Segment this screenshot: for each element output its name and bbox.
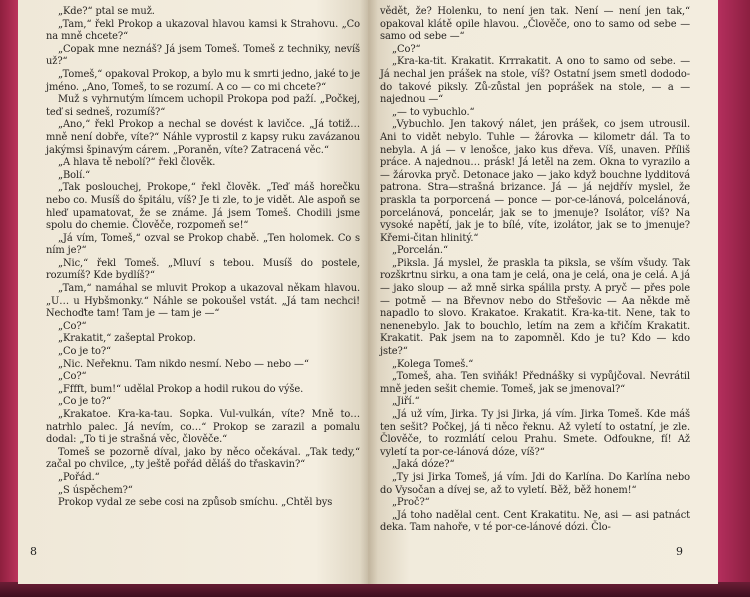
paragraph: „— to vybuchlo.“ — [392, 106, 475, 118]
paragraph: „Co?“ — [58, 371, 87, 383]
paragraph: „Tak poslouchej, Prokope,“ řekl člověk. „Teď máš horečku nebo co. Musíš do špitálu, víš? Je ti zle, to je vidět. Ale aspoň se hleď upamatovat, že se známe. Já jsem Tomeš. Chodili jsme spolu do chemie. Člověče, rozpomeň se!“ — [46, 182, 360, 232]
right-page — [368, 0, 718, 584]
paragraph: vědět, že? Holenku, to není jen tak. Není — není jen tak,“ opakoval klátě opile hlavou. „Člověče, ono to samo od sebe — samo od sebe —“ — [380, 6, 690, 43]
paragraph: „Copak mne neznáš? Já jsem Tomeš. Tomeš z techniky, nevíš už?“ — [46, 43, 360, 68]
paragraph: „Proč?“ — [392, 497, 430, 509]
paragraph: „Krakatoe. Kra-ka-tau. Sopka. Vul-vulkán, víte? Mně to… natrhlo palec. Já nevím, co…“ Prokop se zarazil a pomalu dodal: „To ti je strašná věc, člověče.“ — [46, 409, 360, 446]
book-cover-edge-right — [715, 0, 750, 597]
paragraph: „Ano,“ řekl Prokop a nechal se dovést k lavičce. „Já totiž… mně není dobře, víte?“ Náhle vyprostil z kapsy ruku zavázanou jakýmsi špinavým cárem. „Poraněn, víte? Zatracená věc.“ — [46, 119, 360, 156]
paragraph: Prokop vydal ze sebe cosi na způsob smíchu. „Chtěl bys — [58, 497, 333, 509]
paragraph: „Bolí.“ — [58, 169, 91, 181]
paragraph: „Já vím, Tomeš,“ ozval se Prokop chabě. „Ten holomek. Co s ním je?“ — [46, 232, 360, 257]
paragraph: „S úspěchem?“ — [58, 484, 133, 496]
page-number-left: 8 — [30, 545, 37, 558]
paragraph: „Piksla. Já myslel, že praskla ta piksla, se vším všudy. Tak rozškrtnu sirku, a ona tam je celá, ona je celá, ona je celá. A já — jako sloup — až mně sirka spálila prsty. A pryč — přes pole — potmě — na Břevnov nebo do Střešovic — Aa někde mě napadlo to slovo. Krakatoe. Krakatit. Kra-ka-tit. Nene, tak to nenenebylo. Jak to bouchlo, letím na zem a křičím Krakatit. Krakatit. Pak jsem na to zapomněl. Kdo je tu? Kdo — kdo jste?“ — [380, 257, 690, 358]
page-number-right: 9 — [676, 545, 683, 558]
paragraph: „Jiří.“ — [392, 396, 420, 408]
paragraph: „A hlava tě nebolí?“ řekl člověk. — [58, 157, 216, 169]
paragraph: „Ty jsi Jirka Tomeš, já vím. Jdi do Karlína. Do Karlína nebo do Vysočan a dívej se, až to vyletí. Běž, běž honem!“ — [380, 471, 690, 496]
paragraph: „Tam,“ řekl Prokop a ukazoval hlavou kamsi k Strahovu. „Co na mně chcete?“ — [46, 18, 360, 43]
paragraph: „Co?“ — [58, 320, 87, 332]
paragraph: „Jaká dóze?“ — [392, 459, 455, 471]
paragraph: „Porcelán.“ — [392, 245, 448, 257]
left-page-text — [46, 6, 360, 510]
paragraph: „Pořád.“ — [58, 471, 100, 483]
left-page — [18, 0, 368, 584]
paragraph: „Kde?“ ptal se muž. — [58, 6, 155, 17]
paragraph: „Fffft, bum!“ udělal Prokop a hodil rukou do výše. — [58, 383, 304, 395]
paragraph: „Co je to?“ — [58, 396, 111, 408]
paragraph: Muž s vyhrnutým límcem uchopil Prokopa pod paží. „Počkej, teď si sedneš, rozumíš?“ — [46, 94, 360, 118]
paragraph: „Kolega Tomeš.“ — [392, 358, 474, 370]
paragraph: „Co?“ — [392, 43, 421, 55]
paragraph: „Tomeš, aha. Ten sviňák! Přednášky si vypůjčoval. Nevrátil mně jeden sešit chemie. Tomeš, jak se jmenoval?“ — [380, 371, 690, 395]
paragraph: „Já už vím, Jirka. Ty jsi Jirka, já vím. Jirka Tomeš. Kde máš ten sešit? Počkej, já ti něco řeknu. Až vyletí to ostatní, je zle. Člověče, to rozmlátí celou Prahu. Smete. Odfoukne, fí! Až vyletí ta por-ce-lánová dóze, víš?“ — [380, 409, 690, 458]
paragraph: „Co je to?“ — [58, 346, 111, 358]
book-gutter — [360, 0, 378, 584]
paragraph: „Nic. Neřeknu. Tam nikdo nesmí. Nebo — nebo —“ — [58, 358, 309, 370]
paragraph: „Tomeš,“ opakoval Prokop, a bylo mu k smrti jedno, jaké to je jméno. „Ano, Tomeš, to se rozumí. A co — co mi chcete?“ — [46, 68, 360, 93]
right-page-text — [380, 6, 690, 535]
paragraph: „Vybuchlo. Jen takový nálet, jen prášek, co jsem utrousil. Ani to vidět nebylo. Tuhle — žárovka — kilometr dál. Ta to nebyla. A já — v lenošce, jako kus dřeva. Víš, unaven. Příliš práce. A najednou… prásk! Já letěl na zem. Okna to vyrazilo a — žárovka pryč. Detonace jako — jako když bouchne lydditová patrona. Stra—strašná brizance. Já — já nejdřív myslel, že praskla ta porporcená — ponce — por-ce-lánová, polcelánová, porcelánová, poncelár, jak se to jmenuje? Isolátor, víš? Na vysoké napětí, jak je to bílé, víte, izolátor, jak se to jmenuje? Křemi-čitan hlinitý.“ — [380, 119, 690, 244]
paragraph: „Já toho nadělal cent. Cent Krakatitu. Ne, asi — asi patnáct deka. Tam nahoře, v té por-ce-lánové dózi. Člo- — [380, 509, 690, 534]
paragraph: Tomeš se pozorně díval, jako by něco očekával. „Tak tedy,“ začal po chvilce, „ty ještě pořád děláš do třaskavin?“ — [46, 446, 360, 471]
paragraph: „Kra-ka-tit. Krakatit. Krrrakatit. A ono to samo od sebe. — Já nechal jen prášek na stole, víš? Ostatní jsem smetl dododo-do takové piksly. Zů-zůstal jen poprášek na stole, — a — najednou —“ — [380, 56, 690, 106]
paragraph: „Nic,“ řekl Tomeš. „Mluví s tebou. Musíš do postele, rozumíš? Kde bydlíš?“ — [46, 257, 360, 282]
paragraph: „Krakatit,“ zašeptal Prokop. — [58, 333, 196, 345]
paragraph: „Tam,“ namáhal se mluvit Prokop a ukazoval někam hlavou. „U… u Hybšmonky.“ Náhle se pokoušel vstát. „Já tam nechci! Nechoďte tam! Tam je — tam je —“ — [46, 283, 360, 320]
book-cover-edge-bottom — [0, 582, 750, 597]
